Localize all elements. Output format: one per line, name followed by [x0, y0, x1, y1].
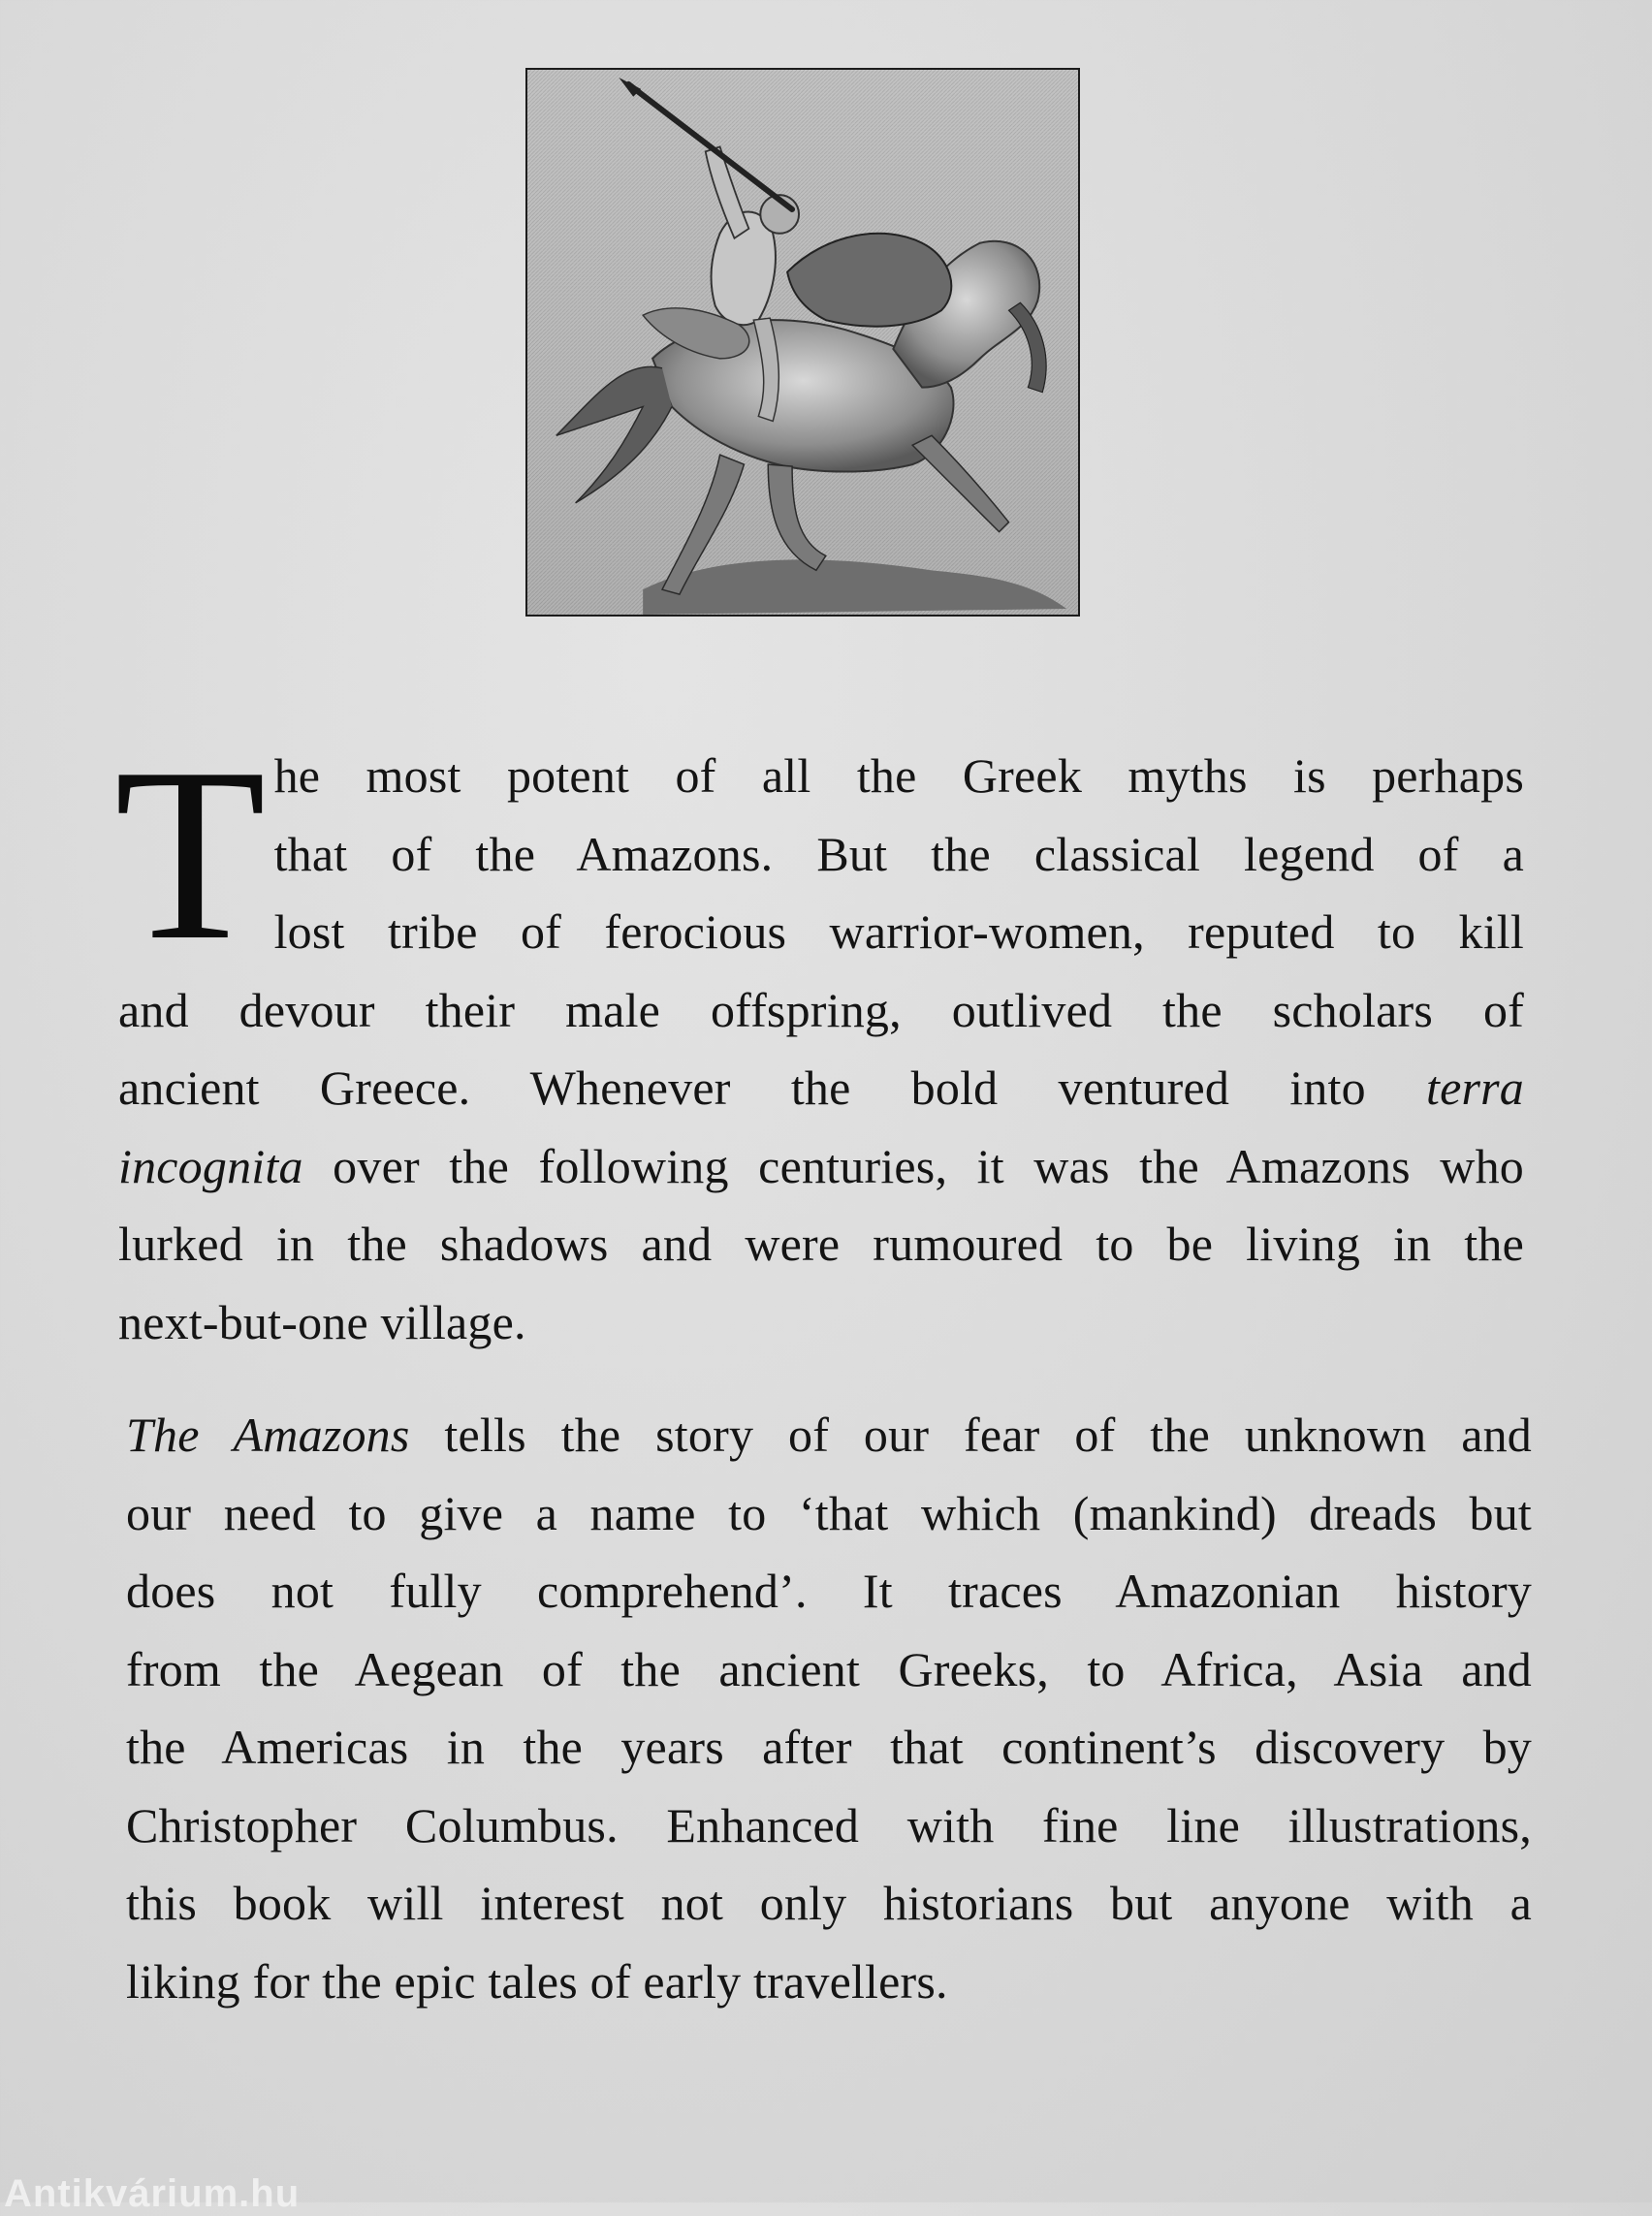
paragraph-2	[126, 1396, 1532, 2020]
paragraph-line	[126, 1396, 1532, 1474]
dropcap-letter: T	[114, 717, 267, 992]
paragraph-line	[118, 1049, 1524, 1127]
paragraph-line: lost tribe of ferocious warrior-women, reputed to kill	[273, 904, 1524, 959]
paragraph-1	[114, 717, 1524, 1361]
paragraph-line: next-but-one village.	[118, 1294, 526, 1349]
paragraph-line: does not fully comprehend’. It traces Amazonian history	[126, 1564, 1532, 1618]
paragraph-line: the Americas in the years after that continent’s discovery by	[126, 1720, 1532, 1774]
paragraph-line: our need to give a name to ‘that which (mankind) dreads but	[126, 1485, 1532, 1540]
paragraph-text: ancient Greece. Whenever the bold ventured into	[118, 1061, 1366, 1115]
paragraph-text: over the following centuries, it was the Amazons who	[333, 1138, 1524, 1193]
paragraph-line	[118, 1127, 1524, 1206]
paragraph-line: from the Aegean of the ancient Greeks, to Africa, Asia and	[126, 1641, 1532, 1696]
amazon-on-horseback-icon	[527, 70, 1078, 615]
paragraph-line: he most potent of all the Greek myths is perhaps	[273, 748, 1524, 803]
watermark: Antikvárium.hu	[4, 2172, 301, 2215]
italic-term: incognita	[118, 1138, 303, 1193]
paragraph-line: Christopher Columbus. Enhanced with fine line illustrations,	[126, 1797, 1532, 1852]
book-title: The Amazons	[126, 1408, 410, 1462]
italic-term: terra	[1426, 1061, 1524, 1115]
paragraph-text: tells the story of our fear of the unknown and	[444, 1408, 1532, 1462]
paragraph-line: liking for the epic tales of early travellers.	[126, 1953, 948, 2009]
cover-illustration	[525, 68, 1080, 617]
paragraph-line: this book will interest not only historians but anyone with a	[126, 1876, 1532, 1930]
paragraph-line: that of the Amazons. But the classical legend of a	[273, 826, 1524, 881]
paragraph-line: and devour their male offspring, outlived the scholars of	[118, 982, 1524, 1037]
paragraph-line: lurked in the shadows and were rumoured to be living in the	[118, 1217, 1524, 1271]
